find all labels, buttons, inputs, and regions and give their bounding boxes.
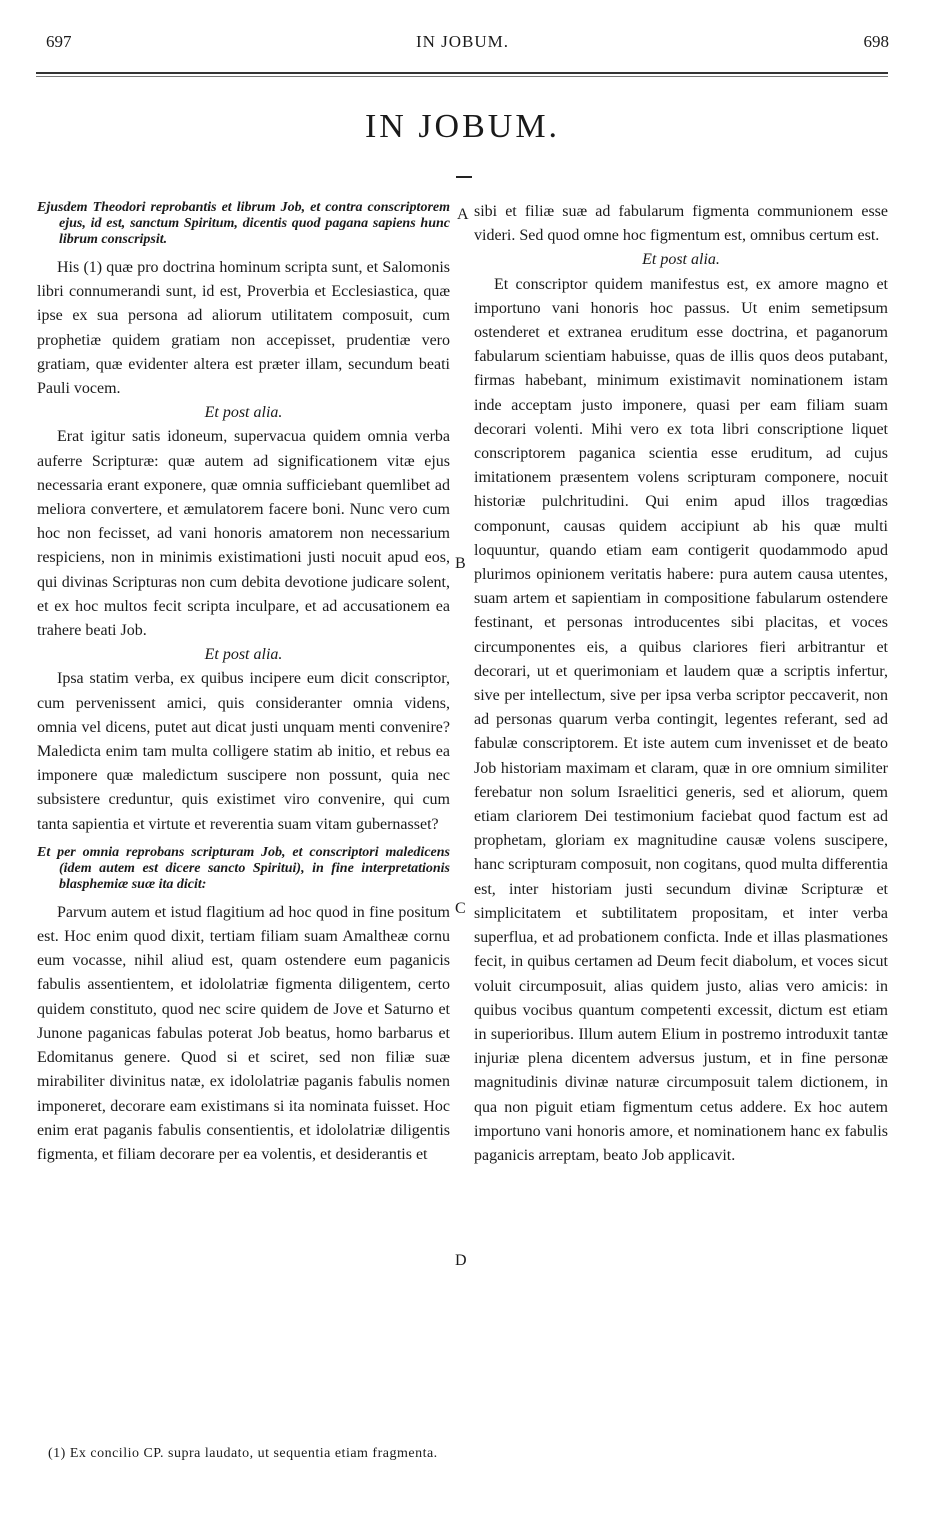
paragraph: Erat igitur satis idoneum, supervacua quidem omnia verba auferre Scripturæ: quæ autem ad significationem vitæ ejus necessaria erant exponere, quæ omnia sufficiebant quemlibet ad meliora convertere, et æmulatorem facere boni. Nunc vero cum hoc non fecisset, ad vani honoris amatorem non necessarium respiciens, non in minimis existimationi justi nocuit apud eos, qui divinas Scripturas non cum debita devotione judicare solent, et ex hoc multos fecit scripta inculpare, et ad accusationem ea trahere beati Job. (37, 428, 450, 640)
header-rule-thin (36, 76, 888, 77)
lemma-heading: Ejusdem Theodori reprobantis et librum Job, et contra conscriptorem ejus, id est, sanctum Spiritum, dicentis quod pagana sapiens hunc librum conscripsit. (37, 200, 450, 247)
paragraph: Ipsa statim verba, ex quibus incipere eum dicit conscriptor, cum pervenissent amici, quis consideranter omnia videns, omnia vel dicens, putet aut dicat justi unquam menti convenire? Maledicta enim tam multa colligere statim ab initio, et rebus ea imponere quæ maledictum suscipere non possunt, quia nec subsistere creduntur, quis existimet viro convenire, qui cum tanta sapientia et virtute et reverentia suam vitam gubernasset? (37, 670, 450, 833)
page-number-left: 697 (46, 32, 72, 51)
margin-letter: C (455, 900, 466, 917)
page-number-right: 698 (863, 32, 889, 51)
subheading: Et post alia. (204, 404, 283, 422)
lemma-heading: Et per omnia reprobans scripturam Job, et conscriptori maledicens (idem autem est dicere sancto Spiritui), in fine interpretationis blasphemiæ suæ ita dicit: (37, 844, 450, 892)
subheading: Et post alia. (642, 251, 720, 269)
margin-letter: A (457, 206, 469, 223)
title-dash (456, 176, 472, 178)
right-column (474, 200, 888, 1168)
paragraph: Parvum autem et istud flagitium ad hoc quod in fine positum est. Hoc enim quod dixit, tertiam filiam suam Amaltheæ cornu eum vocasse, nihil aliud est, quam ostendere eum paganicis fabulis assentientem, et idololatriæ figmenta diligentem, certo quidem constituto, quod nec scire quidem de Jove et Saturno et Junone paganicas fabulas poterat Job beatus, homo barbarus et Edomitanus genere. Quod si et sciret, sed non filiæ suæ mirabiliter divinitus natæ, ex idololatriæ paganis fabulis nomen imponeret, decorare eam existimans si ita nominata fuisset. Hoc enim erat paganis fabulis consentientis, et idololatriæ diligentis figmenta, et filiam decorare per ea volentis, et desiderantis et (37, 903, 450, 1163)
paragraph: Et conscriptor quidem manifestus est, ex amore magno et importuno vani honoris hoc passus. Ut enim semetipsum ostenderet et extranea eruditum esse doctrina, et paganorum fabularum scientiam habuisse, quas de illis quos deos putabant, firmas habebant, minimum existimavit nominationem istam inde acceptam justo imponere, quasi per eam filiam suam decorari volenti. Mihi vero ex tota libri conscriptione liquet conscriptorem paganica scientia esse eruditum, ad cujus imitationem præsentem volens scripturam componere, nocuit historiæ pulchritudini. Qui enim apud illos tragœdias componunt, causas quidem accipiunt ab his quæ multi loquuntur, quando etiam eam contigerit quodammodo apud plurimos opinionem veritatis habere: pura autem causa utentes, suam artem et sapientiam in compositione fabularum ostendere festinant, et personas introducentes sibi placitas, et voces circumponentes eis, a quibus clariores fieri arbitrantur et decorari, ut et querimoniam et laudem quæ a scriptis infertur, sive per intellectum, sive per ipsa verba scriptor peccaverit, non ad personas quarum verba contingit, legentes referant, sed ad fabulæ conscriptorem. Et iste autem cum invenisset et de beato Job historiam maximam et claram, quæ in ore omnium similiter ferebatur non solum Israelitici generis, sed et aliorum, quem etiam clariorem Dei testimonium faciebat quod factum est ad prophetam, gloriam ex magnitudine causæ volens suscipere, hanc scripturam composuit, non cogitans, quod multa differentia est, inter historiam justi secundum divinæ Scripturæ et simplicitatem et subtilitatem propositam, et inter verba superflua, et ad probationem conficta. Inde et illas plasmationes fecit, in quibus certamen ad Deum fecit diabolum, et voces sicut voluit circumposuit, alias quidem justo, alias vero amicis: in quibus vocibus quantum competenti excessit, dictum est etiam in superioribus. Illum autem Elium in postremo introduxit tantæ injuriæ plena dicentem adversus justum, et in fine personæ magnitudinis divinæ naturæ circumposuit talem dictionem, in qua non piguit etiam figmentum cetus addere. Ex hoc autem importuno vani honoris amore, et nominationem hanc ex fabulis paganicis arreptam, beato Job applicavit. (474, 275, 888, 1164)
running-title: IN JOBUM. (415, 32, 510, 51)
left-column (37, 200, 450, 1167)
running-header (0, 32, 925, 56)
margin-letter: B (455, 555, 466, 572)
header-rule (36, 72, 888, 74)
paragraph: sibi et filiæ suæ ad fabularum figmenta communionem esse videri. Sed quod omne hoc figmentum est, omnibus certum est. (474, 203, 888, 245)
margin-letter: D (455, 1252, 467, 1269)
paragraph: His (1) quæ pro doctrina hominum scripta sunt, et Salomonis libri connumerandi sunt, id est, Proverbia et Ecclesiastica, quæ ipse ex sua persona ad aliorum utilitatem composuit, cum prophetiæ quidem gratiam non accepisset, prudentiæ vero gratiam, quæ evidenter altera est præter illam, secundum beati Pauli vocem. (37, 259, 450, 398)
subheading: Et post alia. (204, 646, 283, 664)
page-title: IN JOBUM. (364, 108, 561, 145)
footnote: (1) Ex concilio CP. supra laudato, ut sequentia etiam fragmenta. (48, 1446, 438, 1461)
